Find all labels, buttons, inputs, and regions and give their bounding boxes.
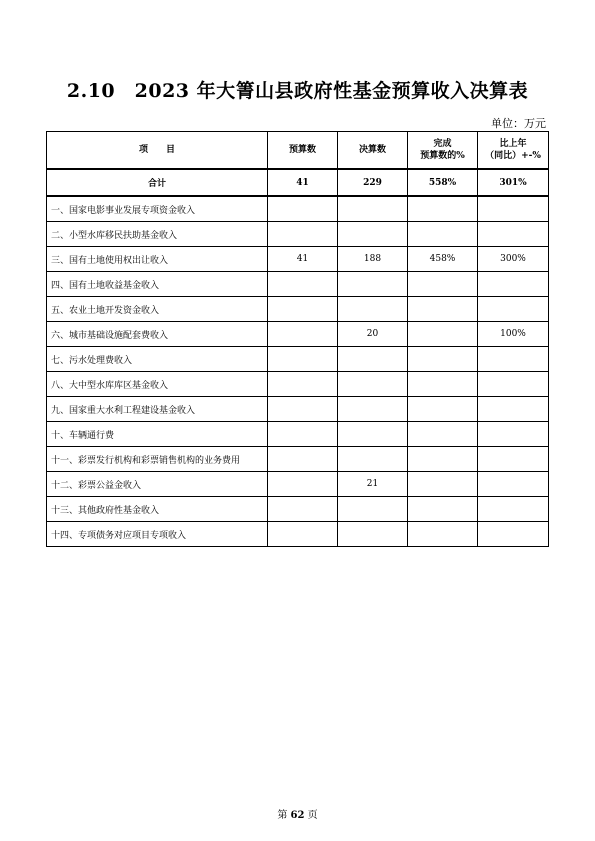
cell-actual: 20 [338, 322, 408, 347]
total-budget: 41 [268, 169, 338, 196]
cell-completion [408, 472, 478, 497]
table-row [47, 196, 549, 222]
cell-item: 二、小型水库移民扶助基金收入 [47, 222, 268, 247]
cell-actual [338, 347, 408, 372]
cell-yoy [478, 522, 549, 547]
cell-item: 十二、彩票公益金收入 [47, 472, 268, 497]
cell-yoy [478, 447, 549, 472]
cell-budget [268, 222, 338, 247]
total-label: 合计 [47, 169, 268, 196]
header-completion-line2: 预算数的% [420, 151, 465, 161]
cell-item: 七、污水处理费收入 [47, 347, 268, 372]
cell-completion: 458% [408, 247, 478, 272]
cell-completion [408, 397, 478, 422]
cell-budget [268, 272, 338, 297]
cell-yoy [478, 497, 549, 522]
table-row [47, 297, 549, 322]
cell-item: 八、大中型水库库区基金收入 [47, 372, 268, 397]
cell-budget [268, 497, 338, 522]
cell-budget [268, 522, 338, 547]
table-row [47, 372, 549, 397]
footer-prefix: 第 [277, 810, 288, 821]
cell-actual [338, 272, 408, 297]
cell-actual [338, 297, 408, 322]
cell-actual [338, 372, 408, 397]
cell-budget [268, 297, 338, 322]
page-number: 62 [290, 810, 305, 821]
cell-completion [408, 372, 478, 397]
total-actual: 229 [338, 169, 408, 196]
header-yoy-line1: 比上年 [499, 139, 527, 149]
cell-budget [268, 397, 338, 422]
cell-actual [338, 196, 408, 222]
page-footer [0, 806, 595, 821]
cell-budget [268, 422, 338, 447]
cell-actual [338, 397, 408, 422]
cell-yoy [478, 272, 549, 297]
cell-budget: 41 [268, 247, 338, 272]
cell-yoy [478, 397, 549, 422]
cell-budget [268, 322, 338, 347]
cell-yoy: 100% [478, 322, 549, 347]
total-completion: 558% [408, 169, 478, 196]
revenue-table [46, 131, 549, 547]
cell-completion [408, 497, 478, 522]
cell-item: 九、国家重大水利工程建设基金收入 [47, 397, 268, 422]
cell-yoy [478, 196, 549, 222]
cell-yoy [478, 472, 549, 497]
cell-item: 五、农业土地开发资金收入 [47, 297, 268, 322]
cell-actual: 21 [338, 472, 408, 497]
cell-completion [408, 322, 478, 347]
cell-completion [408, 222, 478, 247]
cell-item: 四、国有土地收益基金收入 [47, 272, 268, 297]
unit-label: 单位：万元 [491, 117, 546, 130]
cell-actual [338, 497, 408, 522]
table-row [47, 472, 549, 497]
cell-completion [408, 272, 478, 297]
table-header-row [47, 132, 549, 170]
cell-actual [338, 422, 408, 447]
table-row [47, 397, 549, 422]
cell-item: 十三、其他政府性基金收入 [47, 497, 268, 522]
header-actual: 决算数 [338, 132, 408, 170]
table-row [47, 272, 549, 297]
header-budget: 预算数 [268, 132, 338, 170]
cell-yoy [478, 372, 549, 397]
cell-actual: 188 [338, 247, 408, 272]
cell-item: 十一、彩票发行机构和彩票销售机构的业务费用 [47, 447, 268, 472]
table-row [47, 347, 549, 372]
total-row [47, 169, 549, 196]
cell-item: 三、国有土地使用权出让收入 [47, 247, 268, 272]
cell-completion [408, 422, 478, 447]
table-row [47, 447, 549, 472]
cell-yoy [478, 222, 549, 247]
table-row [47, 422, 549, 447]
cell-budget [268, 196, 338, 222]
cell-budget [268, 372, 338, 397]
header-completion-line1: 完成 [433, 139, 452, 149]
table-row [47, 322, 549, 347]
cell-item: 六、城市基础设施配套费收入 [47, 322, 268, 347]
header-completion [408, 132, 478, 170]
cell-completion [408, 196, 478, 222]
cell-yoy [478, 297, 549, 322]
cell-item: 十、车辆通行费 [47, 422, 268, 447]
cell-budget [268, 447, 338, 472]
cell-completion [408, 522, 478, 547]
cell-item: 一、国家电影事业发展专项资金收入 [47, 196, 268, 222]
table-row [47, 247, 549, 272]
cell-budget [268, 472, 338, 497]
header-yoy-line2: （同比）+-% [485, 151, 541, 161]
cell-actual [338, 447, 408, 472]
cell-completion [408, 297, 478, 322]
cell-actual [338, 522, 408, 547]
page-title: 2.10 2023 年大箐山县政府性基金预算收入决算表 [66, 80, 529, 102]
cell-completion [408, 447, 478, 472]
header-item: 项 目 [47, 132, 268, 170]
cell-yoy [478, 422, 549, 447]
header-yoy [478, 132, 549, 170]
cell-actual [338, 222, 408, 247]
table-row [47, 497, 549, 522]
cell-budget [268, 347, 338, 372]
footer-suffix: 页 [307, 810, 318, 821]
cell-yoy: 300% [478, 247, 549, 272]
total-yoy: 301% [478, 169, 549, 196]
cell-completion [408, 347, 478, 372]
table-row [47, 522, 549, 547]
cell-yoy [478, 347, 549, 372]
cell-item: 十四、专项债务对应项目专项收入 [47, 522, 268, 547]
table-row [47, 222, 549, 247]
